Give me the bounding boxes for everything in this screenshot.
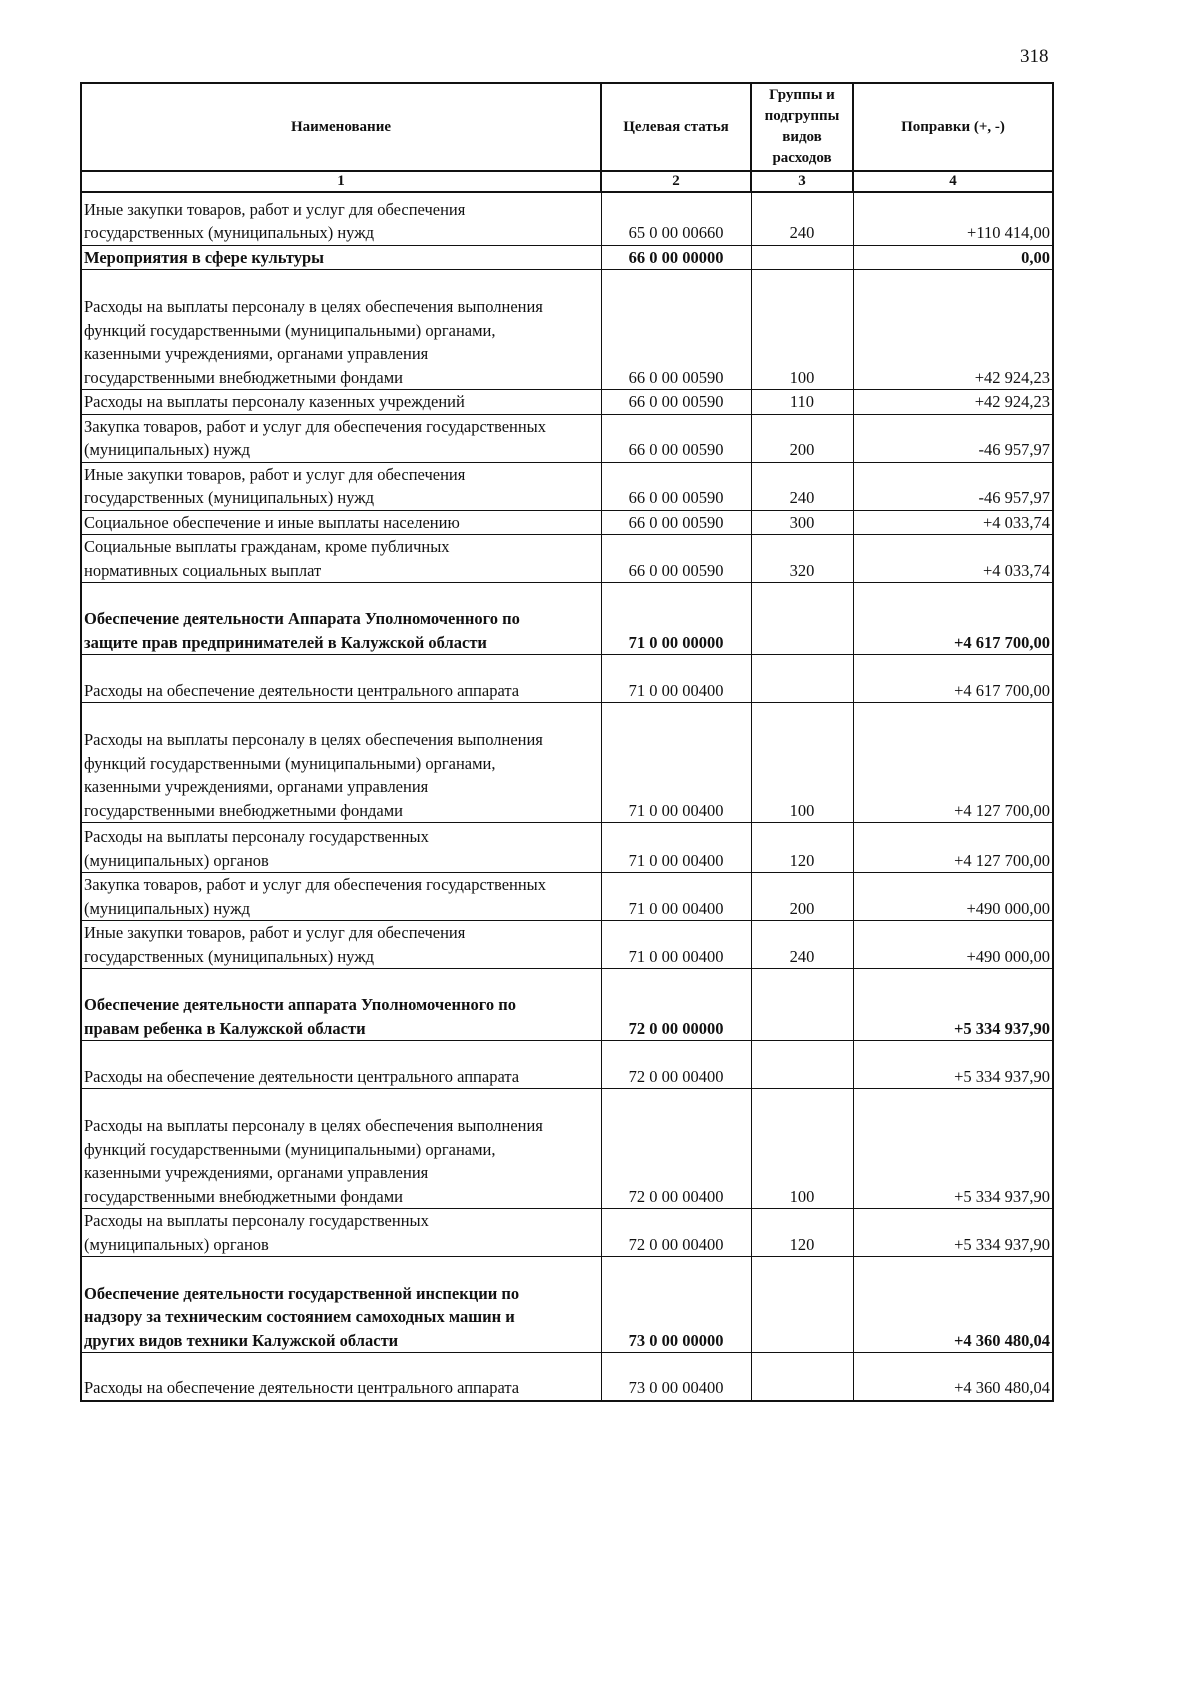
row-amount: -46 957,97 [853, 414, 1053, 462]
row-amount: 0,00 [853, 245, 1053, 270]
row-name: Закупка товаров, работ и услуг для обеспечения государственных (муниципальных) нужд [81, 414, 601, 462]
table-row [81, 510, 1053, 535]
column-number: 4 [853, 171, 1053, 192]
table-row [81, 823, 1053, 873]
table-row [81, 192, 1053, 245]
row-amount: +4 033,74 [853, 535, 1053, 583]
row-code: 65 0 00 00660 [601, 192, 751, 245]
table-row [81, 390, 1053, 415]
table-row [81, 1209, 1053, 1257]
row-name: Обеспечение деятельности Аппарата Уполномоченного по защите прав предпринимателей в Калужской области [81, 583, 601, 655]
row-amount: +490 000,00 [853, 873, 1053, 921]
table-row [81, 462, 1053, 510]
table-row [81, 873, 1053, 921]
row-amount: -46 957,97 [853, 462, 1053, 510]
column-number: 3 [751, 171, 853, 192]
row-name: Иные закупки товаров, работ и услуг для обеспечения государственных (муниципальных) нужд [81, 462, 601, 510]
row-amount: +42 924,23 [853, 270, 1053, 390]
table-row [81, 535, 1053, 583]
row-name: Расходы на обеспечение деятельности центрального аппарата [81, 1041, 601, 1089]
row-group [751, 1353, 853, 1401]
row-name: Социальное обеспечение и иные выплаты населению [81, 510, 601, 535]
row-code: 66 0 00 00590 [601, 414, 751, 462]
row-code: 71 0 00 00400 [601, 921, 751, 969]
table-row [81, 1353, 1053, 1401]
row-code: 66 0 00 00590 [601, 510, 751, 535]
row-name: Расходы на обеспечение деятельности центрального аппарата [81, 1353, 601, 1401]
row-amount: +4 127 700,00 [853, 823, 1053, 873]
row-amount: +4 033,74 [853, 510, 1053, 535]
row-group [751, 969, 853, 1041]
header-name: Наименование [81, 83, 601, 171]
row-name: Расходы на выплаты персоналу государственных (муниципальных) органов [81, 823, 601, 873]
row-group: 120 [751, 823, 853, 873]
row-name: Расходы на выплаты персоналу казенных учреждений [81, 390, 601, 415]
row-code: 66 0 00 00590 [601, 390, 751, 415]
row-code: 66 0 00 00000 [601, 245, 751, 270]
table-row [81, 1089, 1053, 1209]
table-row [81, 655, 1053, 703]
row-group: 200 [751, 873, 853, 921]
row-amount: +5 334 937,90 [853, 1089, 1053, 1209]
row-code: 71 0 00 00400 [601, 823, 751, 873]
row-amount: +5 334 937,90 [853, 1209, 1053, 1257]
column-number-row [81, 171, 1053, 192]
row-amount: +110 414,00 [853, 192, 1053, 245]
table-row [81, 921, 1053, 969]
row-amount: +4 617 700,00 [853, 583, 1053, 655]
row-name: Мероприятия в сфере культуры [81, 245, 601, 270]
row-group: 200 [751, 414, 853, 462]
row-amount: +5 334 937,90 [853, 969, 1053, 1041]
row-code: 71 0 00 00400 [601, 873, 751, 921]
row-group: 110 [751, 390, 853, 415]
column-number: 2 [601, 171, 751, 192]
header-amount: Поправки (+, -) [853, 83, 1053, 171]
row-group: 100 [751, 1089, 853, 1209]
header-row [81, 83, 1053, 171]
budget-table [80, 82, 1054, 1402]
row-amount: +490 000,00 [853, 921, 1053, 969]
row-group [751, 1257, 853, 1353]
row-code: 72 0 00 00000 [601, 969, 751, 1041]
row-group [751, 655, 853, 703]
page-number: 318 [1020, 46, 1049, 67]
row-name: Социальные выплаты гражданам, кроме публичных нормативных социальных выплат [81, 535, 601, 583]
header-group: Группы и подгруппы видов расходов [751, 83, 853, 171]
row-code: 72 0 00 00400 [601, 1089, 751, 1209]
row-code: 71 0 00 00400 [601, 703, 751, 823]
table-row [81, 245, 1053, 270]
row-code: 66 0 00 00590 [601, 535, 751, 583]
row-amount: +4 617 700,00 [853, 655, 1053, 703]
row-name: Закупка товаров, работ и услуг для обеспечения государственных (муниципальных) нужд [81, 873, 601, 921]
row-code: 72 0 00 00400 [601, 1041, 751, 1089]
row-amount: +5 334 937,90 [853, 1041, 1053, 1089]
table-row [81, 270, 1053, 390]
row-group [751, 245, 853, 270]
row-code: 66 0 00 00590 [601, 462, 751, 510]
row-name: Обеспечение деятельности государственной инспекции по надзору за техническим состоянием самоходных машин и других видов техники Калужской области [81, 1257, 601, 1353]
row-amount: +4 360 480,04 [853, 1353, 1053, 1401]
table-row [81, 1041, 1053, 1089]
row-name: Расходы на выплаты персоналу в целях обеспечения выполнения функций государственными (муниципальными) органами, казенными учреждениями, органами управления государственными внебюджетными фондами [81, 270, 601, 390]
row-name: Иные закупки товаров, работ и услуг для обеспечения государственных (муниципальных) нужд [81, 921, 601, 969]
table-row [81, 969, 1053, 1041]
table-row [81, 414, 1053, 462]
row-amount: +4 360 480,04 [853, 1257, 1053, 1353]
table-row [81, 583, 1053, 655]
row-group: 320 [751, 535, 853, 583]
row-group: 100 [751, 703, 853, 823]
table-row [81, 1257, 1053, 1353]
table-row [81, 703, 1053, 823]
row-code: 71 0 00 00000 [601, 583, 751, 655]
row-group: 240 [751, 192, 853, 245]
row-group: 240 [751, 921, 853, 969]
row-name: Расходы на выплаты персоналу в целях обеспечения выполнения функций государственными (муниципальными) органами, казенными учреждениями, органами управления государственными внебюджетными фондами [81, 1089, 601, 1209]
row-name: Расходы на обеспечение деятельности центрального аппарата [81, 655, 601, 703]
row-group: 100 [751, 270, 853, 390]
row-group: 300 [751, 510, 853, 535]
header-code: Целевая статья [601, 83, 751, 171]
row-code: 72 0 00 00400 [601, 1209, 751, 1257]
row-name: Иные закупки товаров, работ и услуг для обеспечения государственных (муниципальных) нужд [81, 192, 601, 245]
row-name: Расходы на выплаты персоналу в целях обеспечения выполнения функций государственными (муниципальными) органами, казенными учреждениями, органами управления государственными внебюджетными фондами [81, 703, 601, 823]
row-group [751, 583, 853, 655]
row-code: 73 0 00 00000 [601, 1257, 751, 1353]
row-code: 71 0 00 00400 [601, 655, 751, 703]
row-name: Расходы на выплаты персоналу государственных (муниципальных) органов [81, 1209, 601, 1257]
row-group: 240 [751, 462, 853, 510]
column-number: 1 [81, 171, 601, 192]
row-code: 73 0 00 00400 [601, 1353, 751, 1401]
row-group: 120 [751, 1209, 853, 1257]
row-name: Обеспечение деятельности аппарата Уполномоченного по правам ребенка в Калужской области [81, 969, 601, 1041]
row-amount: +4 127 700,00 [853, 703, 1053, 823]
row-code: 66 0 00 00590 [601, 270, 751, 390]
row-group [751, 1041, 853, 1089]
row-amount: +42 924,23 [853, 390, 1053, 415]
